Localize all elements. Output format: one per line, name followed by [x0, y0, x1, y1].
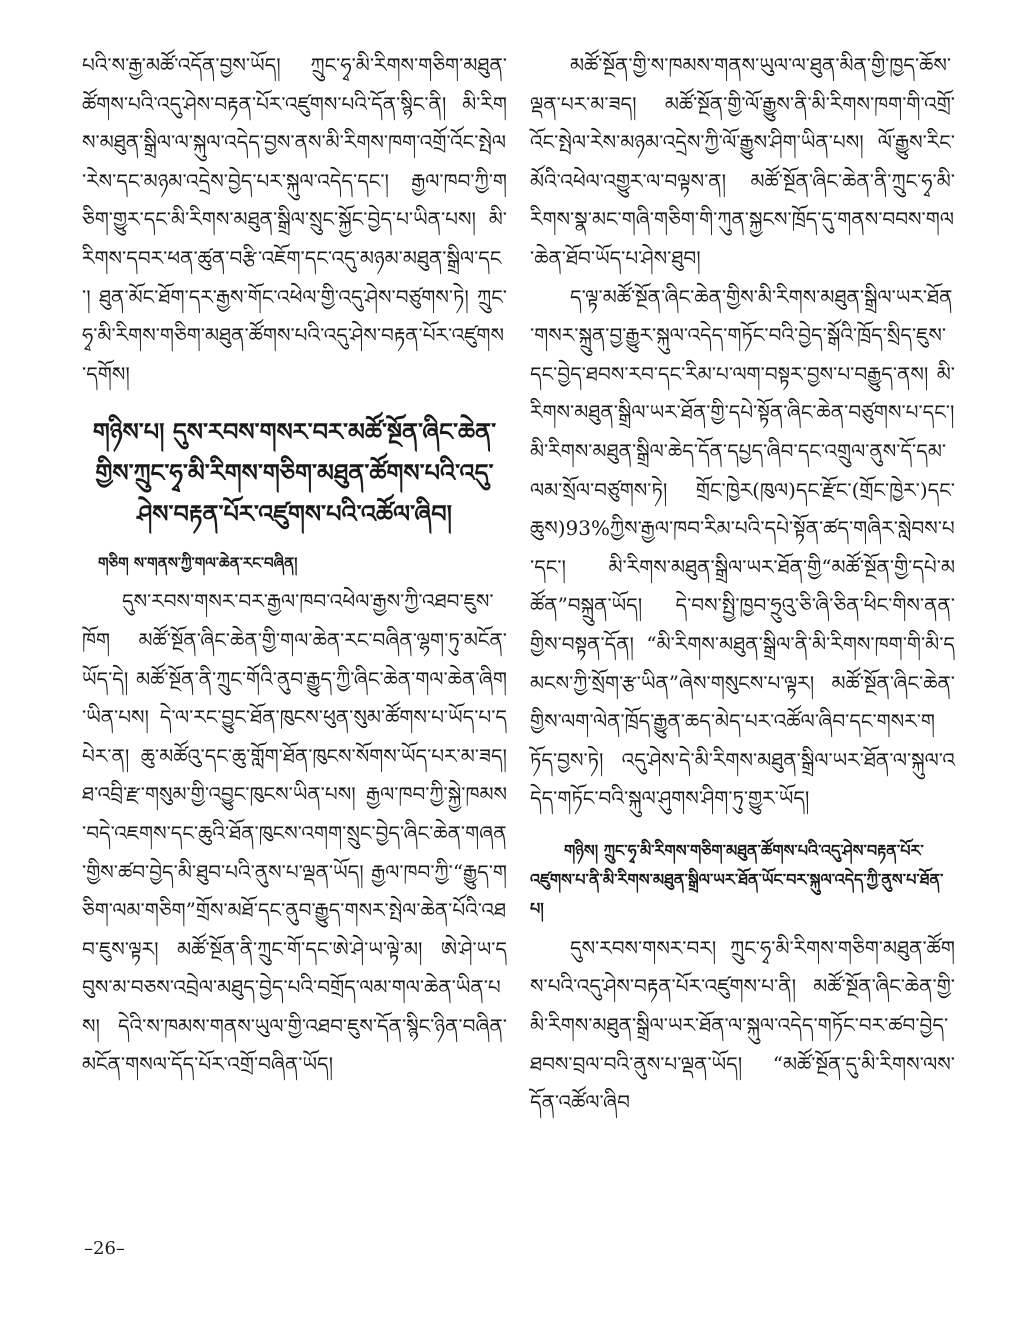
page-number: –26–	[84, 1238, 125, 1259]
right-paragraph-3: དུས་རབས་གསར་བར། ཀྲུང་ཧྭ་མི་རིགས་གཅིག་མཐུན་ཚོགས་པའི་འདུ་ཤེས་བརྟན་པོར་འཛུགས་པ་ནི། མཚོ་སྔོན་ཞིང་ཆེན་གྱི་མི་རིགས་མཐུན་སྒྲིལ་ཡར་ཐོན་ལ་སྐུལ་འདེད་གཏོང་བར་ཚབ་བྱེད་ཐབས་བྲལ་བའི་ནུས་པ་ལྡན་ཡོད། “མཚོ་སྔོན་དུ་མི་རིགས་ལས་དོན་འཚོལ་ཞིབ	[530, 935, 955, 1115]
right-paragraph-2: ད་ལྟ་མཚོ་སྔོན་ཞིང་ཆེན་གྱིས་མི་རིགས་མཐུན་སྒྲིལ་ཡར་ཐོན་གསར་སྐྲུན་བྱ་རྒྱུར་སྐུལ་འདེད་གཏོང་བའི་བྱེད་སྒོའི་ཁྲོད་སྲིད་ཇུས་དང་བྱེད་ཐབས་རབ་དང་རིམ་པ་ལག་བསྟར་བྱས་པ་བརྒྱུད་ནས། མི་རིགས་མཐུན་སྒྲིལ་ཡར་ཐོན་གྱི་དཔེ་སྟོན་ཞིང་ཆེན་བཙུགས་པ་དང་། མི་རིགས་མཐུན་སྒྲིལ་ཆེད་དོན་དཔྱད་ཞིབ་དང་འགྲུལ་ནུས་དོ་དམ་ལམ་སྲོལ་བཙུགས་ཏེ། གྲོང་ཁྱེར(ཁུལ)དང་རྫོང་(གྲོང་ཁྱེར་)དང་ཆུས)93%ཀྱིས་རྒྱལ་ཁབ་རིམ་པའི་དཔེ་སྟོན་ཚད་གཞིར་སླེབས་པ་དང་། མི་རིགས་མཐུན་སྒྲིལ་ཡར་ཐོན་གྱི“མཚོ་སྔོན་གྱི་དཔེ་མཚོན”བསྐྲུན་ཡོད། དེ་བས་སྤྱི་ཁྱབ་ཧྲུའུ་ཅི་ཞི་ཅིན་ཕིང་གིས་ནན་གྱིས་བསྟན་དོན། “མི་རིགས་མཐུན་སྒྲིལ་ནི་མི་རིགས་ཁག་གི་མི་དམངས་ཀྱི་སྲོག་རྩ་ཡིན”ཞེས་གསུངས་པ་ལྟར། མཚོ་སྔོན་ཞིང་ཆེན་གྱིས་ལག་ལེན་ཁྲོད་རྒྱུན་ཆད་མེད་པར་འཚོལ་ཞིབ་དང་གསར་གཏོད་བྱས་ཏེ། འདུ་ཤེས་དེ་མི་རིགས་མཐུན་སྒྲིལ་ཡར་ཐོན་ལ་སྐུལ་འདེད་གཏོང་བའི་སྐུལ་ཤུགས་ཤིག་ཏུ་གྱུར་ཡོད།	[530, 284, 955, 811]
right-subheading: གཉིས། ཀྲུང་ཧྭ་མི་རིགས་གཅིག་མཐུན་ཚོགས་པའི་འདུ་ཤེས་བརྟན་པོར་འཛུགས་པ་ནི་མི་རིགས་མཐུན་སྒྲིལ་ཡར་ཐོན་ཡོང་བར་སྐུལ་འདེད་ཀྱི་ནུས་པ་ཐོན་པ།	[530, 840, 944, 918]
left-paragraph-1: པའི་ས་རྒྱ་མཚོ་འདོན་བྱས་ཡོད། ཀྲུང་ཧྭ་མི་རིགས་གཅིག་མཐུན་ཚོགས་པའི་འདུ་ཤེས་བརྟན་པོར་འཛུགས་པའི་དོན་སྙིང་ནི། མི་རིགས་མཐུན་སྒྲིལ་ལ་སྐུལ་འདེད་བྱས་ནས་མི་རིགས་ཁག་འགྲོ་འོང་སྤེལ་རེས་དང་མཉམ་འདྲེས་བྱེད་པར་སྐུལ་འདེད་དང་། རྒྱལ་ཁབ་ཀྱི་གཅིག་གྱུར་དང་མི་རིགས་མཐུན་སྒྲིལ་སྲུང་སྐྱོང་བྱེད་པ་ཡིན་པས། མི་རིགས་དབར་ཕན་ཚུན་བརྩི་འཇོག་དང་འདུ་མཉམ་མཐུན་སྒྲིལ་དང་། ཐུན་མོང་ཐོག་དར་རྒྱས་གོང་འཕེལ་གྱི་འདུ་ཤེས་བཙུགས་ཏེ། ཀྲུང་ཧྭ་མི་རིགས་གཅིག་མཐུན་ཚོགས་པའི་འདུ་ཤེས་བརྟན་པོར་འཛུགས་དགོས།	[82, 53, 507, 386]
left-subheading: གཅིག ས་གནས་ཀྱི་གལ་ཆེན་རང་བཞིན།	[98, 554, 298, 573]
left-column	[82, 46, 507, 1084]
right-paragraph-1: མཚོ་སྔོན་གྱི་ས་ཁམས་གནས་ཡུལ་ལ་ཐུན་མིན་གྱི་ཁྱད་ཆོས་ལྡན་པར་མ་ཟད། མཚོ་སྔོན་གྱི་ལོ་རྒྱུས་ནི་མི་རིགས་ཁག་གི་འགྲོ་འོང་སྤེལ་རེས་མཉམ་འདྲེས་ཀྱི་ལོ་རྒྱུས་ཤིག་ཡིན་པས། ལོ་རྒྱུས་རིང་མོའི་འཕེལ་འགྱུར་ལ་བལྟས་ན། མཚོ་སྔོན་ཞིང་ཆེན་ནི་ཀྲུང་ཧྭ་མི་རིགས་སྣ་མང་གཞི་གཅིག་གི་ཀུན་སྐྱངས་ཁྲོད་དུ་གནས་བབས་གལ་ཆེན་ཐོབ་ཡོད་པ་ཤེས་ཐུབ།	[530, 53, 955, 270]
right-column	[530, 46, 955, 1122]
left-paragraph-2: དུས་རབས་གསར་བར་རྒྱལ་ཁབ་འཕེལ་རྒྱས་ཀྱི་འཐབ་ཇུས་ཁོག མཚོ་སྔོན་ཞིང་ཆེན་གྱི་གལ་ཆེན་རང་བཞིན་ལྷག་ཏུ་མངོན་ཡོད་དེ། མཚོ་སྔོན་ནི་ཀྲུང་གོའི་ནུབ་རྒྱུད་ཀྱི་ཞིང་ཆེན་གལ་ཆེན་ཞིག་ཡིན་པས། དེ་ལ་རང་བྱུང་ཐོན་ཁུངས་ཕུན་སུམ་ཚོགས་པ་ཡོད་པ་དཔེར་ན། ཆུ་མཚོའུ་དང་ཆུ་གློག་ཐོན་ཁུངས་སོགས་ཡོད་པར་མ་ཟད། ཐ་འབྲི་རྫ་གསུམ་གྱི་འབྱུང་ཁུངས་ཡིན་པས། རྒྱལ་ཁབ་ཀྱི་སྐྱེ་ཁམས་བདེ་འཇགས་དང་ཆུའི་ཐོན་ཁུངས་འགག་སྲུང་བྱེད་ཞིང་ཆེན་གཞན་གྱིས་ཚབ་བྱེད་མི་ཐུབ་པའི་ནུས་པ་ལྡན་ཡོད། རྒྱལ་ཁབ་ཀྱི་“རྒྱུད་གཅིག་ལམ་གཅིག”གྲོས་མཐོ་དང་ནུབ་རྒྱུད་གསར་སྤེལ་ཆེན་པོའི་འཐབ་ཇུས་ལྟར། མཚོ་སྔོན་ནི་ཀྲུང་གོ་དང་ཨེ་ཤེ་ཡ་ལྟེ་མ། ཨེ་ཤེ་ཡ་དབུས་མ་བཅས་འབྲེལ་མཐུད་བྱེད་པའི་བགྲོད་ལམ་གལ་ཆེན་ཡིན་པས། དེའི་ས་ཁམས་གནས་ཡུལ་གྱི་འཐབ་ཇུས་དོན་སྙིང་ཉིན་བཞིན་མངོན་གསལ་དོད་པོར་འགྲོ་བཞིན་ཡོད།	[82, 589, 507, 1077]
section-heading: གཉིས་པ། དུས་རབས་གསར་བར་མཚོ་སྔོན་ཞིང་ཆེན་གྱིས་ཀྲུང་ཧྭ་མི་རིགས་གཅིག་མཐུན་ཚོགས་པའི་འདུ་ཤེས་བརྟན་པོར་འཛུགས་པའི་འཚོལ་ཞིབ།	[92, 417, 497, 529]
